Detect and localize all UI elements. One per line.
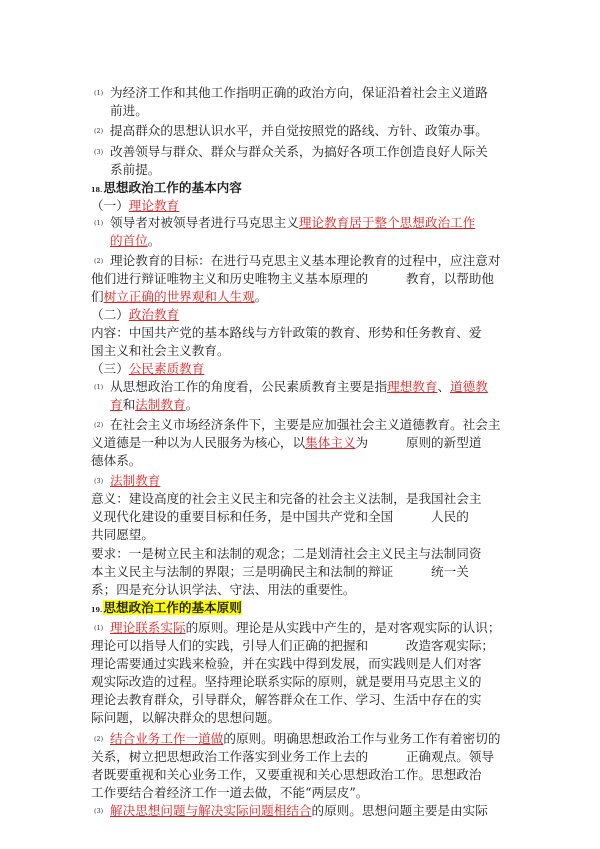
paragraph-line: 理论教育的目标：在进行马克思主义基本理论教育的过程中，应注意对 <box>110 253 501 268</box>
text-run: 领导者对被领导者进行马克思主义 <box>110 215 299 230</box>
section-title: 思想政治工作的基本内容 <box>103 180 242 195</box>
text-run: 的原则。明确思想政治工作与业务工作有着密切的 <box>223 731 501 746</box>
text-run: 们 <box>91 289 104 304</box>
list-number: (2) <box>94 127 104 135</box>
highlighted-text: 道德教 <box>450 379 488 394</box>
paragraph-line <box>110 802 488 819</box>
highlighted-text: 解决思想问题与解决实际问题相结合 <box>110 803 312 818</box>
list-number: (1) <box>94 624 104 632</box>
highlighted-text: 结合业务工作一道做 <box>110 731 224 746</box>
paragraph-line <box>110 232 160 249</box>
paragraph-line: 义现代化建设的重要目标和任务，是中国共产党和全国 人民的 <box>91 509 469 524</box>
text-run: 。 <box>185 397 199 412</box>
list-number: (3) <box>94 807 104 815</box>
subsection-title: 理论教育 <box>128 198 180 213</box>
paragraph-line: 理论需要通过实践来检验，并在实践中得到发展，而实践则是人们对客 <box>91 656 482 671</box>
text-run: 的原则。理论是从实践中产生的，是对客观实际的认识； <box>185 620 501 635</box>
text-run: 和 <box>122 397 136 412</box>
text-run: 为 原则的新型道 <box>355 435 482 450</box>
list-number: (3) <box>94 148 104 156</box>
paragraph-line: 关系，树立把思想政治工作落实到业务工作上去的 正确观点。领导 <box>91 749 494 764</box>
text-run: 。 <box>254 289 268 304</box>
paragraph-line: 理论去教育群众，引导群众，解答群众在工作、学习、生活中存在的实 <box>91 692 482 707</box>
subsection-title: 政治教育 <box>128 307 180 322</box>
section-heading <box>91 599 242 619</box>
paragraph-line: 系；四是充分认识学法、守法、用法的重要性。 <box>91 582 356 597</box>
paragraph-line <box>110 214 475 231</box>
section-heading <box>91 179 242 199</box>
paragraph-line: 要求：一是树立民主和法制的观念；二是划清社会主义民主与法制同资 <box>91 546 482 561</box>
paragraph-line: 前进。 <box>110 103 148 118</box>
highlighted-text: 树立正确的世界观和人生观 <box>103 289 255 304</box>
subsection-title: 公民素质教育 <box>128 361 205 376</box>
paragraph-line <box>110 730 500 747</box>
paragraph-line <box>110 619 500 636</box>
paragraph-line: 他们进行辩证唯物主义和历史唯物主义基本原理的 教育，以帮助他 <box>91 271 494 286</box>
paragraph-line: 在社会主义市场经济条件下，主要是应加强社会主义道德教育。社会主 <box>110 417 501 432</box>
paragraph-line: 观实际改造的过程。坚持理论联系实际的原则，就是要用马克思主义的 <box>91 674 482 689</box>
highlighted-text: 育 <box>110 397 123 412</box>
list-number: (1) <box>94 89 104 97</box>
list-number: (1) <box>94 383 104 391</box>
list-number: (1) <box>94 219 104 227</box>
subsection-heading <box>91 197 179 214</box>
subsection-number: （三） <box>91 361 129 376</box>
paragraph-line: 国主义和社会主义教育。 <box>91 343 230 358</box>
section-title: 思想政治工作的基本原则 <box>103 600 242 615</box>
paragraph-line <box>110 378 488 395</box>
paragraph-line <box>91 434 481 451</box>
paragraph-line: 系前提。 <box>110 162 161 177</box>
paragraph-line: 本主义民主与法制的界限；三是明确民主和法制的辩证 统一关 <box>91 564 469 579</box>
list-number: (3) <box>94 477 104 485</box>
paragraph-line: 提高群众的思想认识水平，并自觉按照党的路线、方针、政策办事。 <box>110 123 488 138</box>
subsection-heading <box>91 306 179 323</box>
paragraph-line: 共同愿望。 <box>91 527 154 542</box>
paragraph-line: 内容：中国共产党的基本路线与方针政策的教育、形势和任务教育、爱 <box>91 325 482 340</box>
paragraph-line: 改善领导与群众、群众与群众关系，为搞好各项工作创造良好人际关 <box>110 144 488 159</box>
list-number: (2) <box>94 257 104 265</box>
paragraph-line: 工作要结合着经济工作一道去做，不能“两层皮”。 <box>91 785 369 800</box>
highlighted-text: 集体主义 <box>305 435 356 450</box>
text-run: 从思想政治工作的角度看，公民素质教育主要是指 <box>110 379 388 394</box>
section-number: 19. <box>91 606 103 614</box>
highlighted-text: 理论联系实际 <box>110 620 186 635</box>
subsection-number: （二） <box>91 307 129 322</box>
text-run: 、 <box>437 379 451 394</box>
paragraph-line <box>110 396 198 413</box>
paragraph-line <box>91 288 267 305</box>
section-number: 18. <box>91 186 103 194</box>
subsection-heading <box>91 360 204 377</box>
list-number: (2) <box>94 421 104 429</box>
highlighted-text: 理论教育居于整个思想政治工作 <box>298 215 476 230</box>
highlighted-text: 的首位 <box>110 233 148 248</box>
subsection-number: （一） <box>91 198 129 213</box>
text-run: 。 <box>147 233 161 248</box>
highlighted-text: 法制教育 <box>135 397 186 412</box>
highlighted-text: 法制教育 <box>110 473 161 488</box>
paragraph-line: 意义：建设高度的社会主义民主和完备的社会主义法制，是我国社会主 <box>91 491 482 506</box>
paragraph-line: 者既要重视和关心业务工作，又要重视和关心思想政治工作。思想政治 <box>91 767 482 782</box>
paragraph-line <box>110 472 160 489</box>
paragraph-line: 理论可以指导人们的实践，引导人们正确的把握和 改造客观实际； <box>91 638 494 653</box>
paragraph-line: 为经济工作和其他工作指明正确的政治方向，保证沿着社会主义道路 <box>110 85 488 100</box>
text-run: 的原则。思想问题主要是由实际 <box>311 803 488 818</box>
text-run: 义道德是一种以为人民服务为核心，以 <box>91 435 306 450</box>
paragraph-line: 际问题，以解决群众的思想问题。 <box>91 710 280 725</box>
highlighted-text: 理想教育 <box>387 379 438 394</box>
list-number: (2) <box>94 735 104 743</box>
paragraph-line: 德体系。 <box>91 453 142 468</box>
